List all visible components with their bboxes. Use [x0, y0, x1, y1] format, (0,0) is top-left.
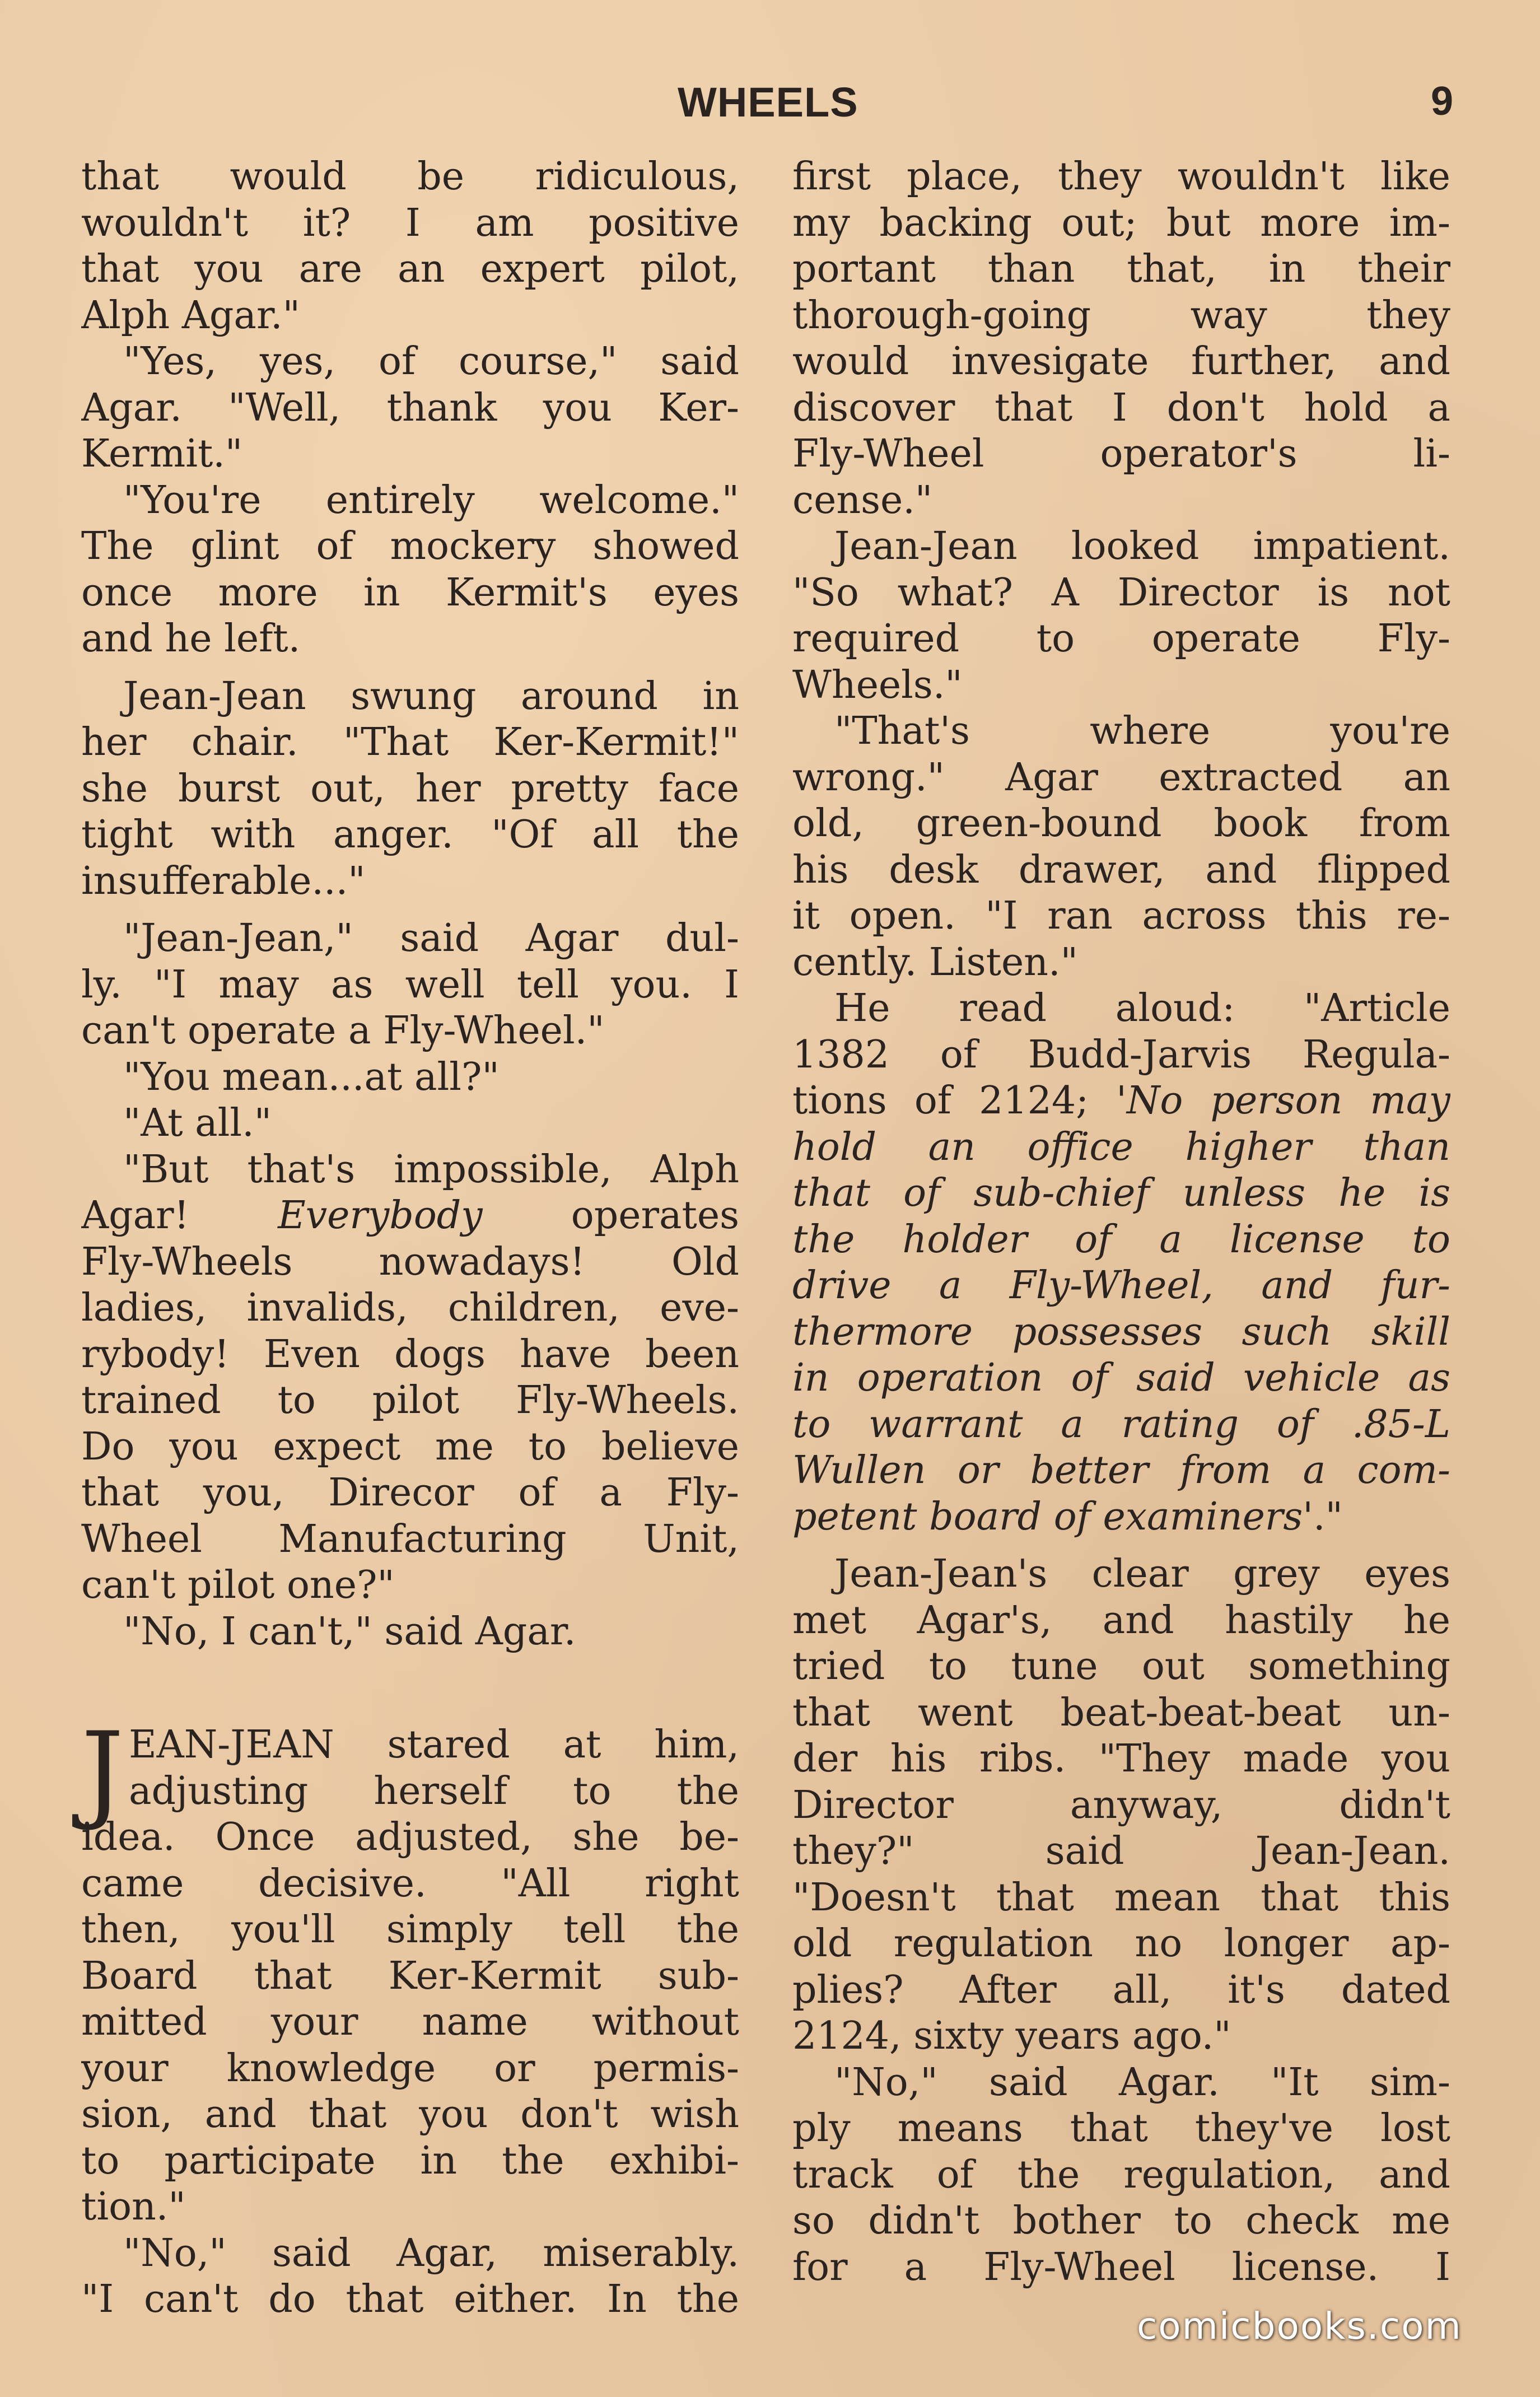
text-line: came decisive. "All right — [81, 1861, 739, 1906]
text-fragment: operates — [482, 1193, 739, 1238]
text-line: they?" said Jean-Jean. — [792, 1829, 1450, 1873]
italic-line: that of sub-chief unless he is — [792, 1171, 1450, 1215]
italic-line: drive a Fly-Wheel, and fur- — [792, 1263, 1450, 1308]
text-line: Jean-Jean looked impatient. — [834, 524, 1450, 568]
text-line: that went beat-beat-beat un- — [792, 1690, 1450, 1735]
text-line: "No, I can't," said Agar. — [123, 1609, 576, 1654]
text-line: idea. Once adjusted, she be- — [81, 1815, 739, 1859]
text-line: "No," said Agar. "It sim- — [834, 2060, 1450, 2105]
italic-line: hold an office higher than — [792, 1125, 1450, 1169]
text-line: der his ribs. "They made you — [792, 1737, 1450, 1781]
text-line: Wheels." — [792, 663, 963, 707]
running-title: WHEELS — [678, 79, 858, 125]
text-line — [792, 1078, 1450, 1125]
paragraph-group — [81, 674, 739, 905]
text-line: Wheel Manufacturing Unit, — [81, 1517, 739, 1561]
text-line: rybody! Even dogs have been — [81, 1332, 739, 1377]
text-line: discover that I don't hold a — [792, 385, 1450, 430]
text-line: insufferable..." — [81, 859, 366, 903]
italic-emphasis: 'No person may — [1116, 1079, 1450, 1123]
text-fragment: '." — [1303, 1494, 1343, 1539]
text-line: her chair. "That Ker-Kermit!" — [81, 720, 739, 764]
paragraph-group — [792, 1551, 1450, 2291]
text-line: old, green-bound book from — [792, 801, 1450, 846]
text-line: first place, they wouldn't like — [792, 155, 1450, 199]
text-line: his desk drawer, and flipped — [792, 847, 1450, 892]
text-line — [792, 1494, 1450, 1541]
dropcap-paragraph — [81, 1709, 739, 2323]
text-line: plies? After all, it's dated — [792, 1967, 1450, 2012]
text-line: thorough-going way they — [792, 293, 1450, 338]
text-line — [81, 1193, 739, 1239]
text-line: ly. "I may as well tell you. I — [81, 962, 739, 1007]
italic-line: the holder of a license to — [792, 1217, 1450, 1262]
text-line: "At all." — [123, 1101, 272, 1145]
text-line: The glint of mockery showed — [81, 524, 739, 568]
text-line: "No," said Agar, miserably. — [123, 2231, 739, 2275]
text-line: "But that's impossible, Alph — [123, 1147, 739, 1192]
text-line: "So what? A Director is not — [792, 570, 1450, 615]
text-line: Fly-Wheel operator's li- — [792, 432, 1450, 476]
text-line: "Jean-Jean," said Agar dul- — [123, 916, 739, 960]
text-line: Agar. "Well, thank you Ker- — [81, 385, 739, 430]
text-line: ladies, invalids, children, eve- — [81, 1286, 739, 1330]
italic-emphasis: Everybody — [278, 1193, 483, 1238]
text-line: "You're entirely welcome." — [123, 478, 739, 523]
text-line: that would be ridiculous, — [81, 155, 739, 199]
text-line: Kermit." — [81, 432, 243, 476]
text-line: Board that Ker-Kermit sub- — [81, 1953, 739, 1998]
text-line: 2124, sixty years ago." — [792, 2014, 1231, 2058]
text-line: 1382 of Budd-Jarvis Regula- — [792, 1032, 1450, 1077]
watermark: comicbooks.com — [1137, 2305, 1462, 2348]
drop-cap: J — [81, 1709, 124, 1833]
text-line: wouldn't it? I am positive — [81, 200, 739, 245]
text-line: adjusting herself to the — [129, 1769, 739, 1813]
text-line: your knowledge or permis- — [81, 2046, 739, 2091]
text-line: Fly-Wheels nowadays! Old — [81, 1239, 739, 1284]
right-column — [792, 154, 1450, 2291]
text-line: "Yes, yes, of course," said — [123, 339, 739, 384]
paragraph-group — [81, 916, 739, 1655]
text-line: once more in Kermit's eyes — [81, 570, 739, 615]
paragraph-group — [792, 154, 1450, 524]
italic-line: Wullen or better from a com- — [792, 1448, 1450, 1493]
text-line: required to operate Fly- — [792, 617, 1450, 661]
text-line: tried to tune out something — [792, 1644, 1450, 1689]
text-line: then, you'll simply tell the — [81, 1908, 739, 1952]
text-line: Jean-Jean swung around in — [123, 674, 739, 719]
text-line: can't operate a Fly-Wheel." — [81, 1009, 605, 1053]
page-header — [0, 78, 1540, 129]
text-line: Jean-Jean's clear grey eyes — [834, 1552, 1450, 1596]
text-line: to participate in the exhibi- — [81, 2138, 739, 2183]
text-line: portant than that, in their — [792, 247, 1450, 291]
text-line: trained to pilot Fly-Wheels. — [81, 1378, 739, 1423]
text-line: EAN-JEAN stared at him, — [129, 1723, 739, 1767]
text-line: mitted your name without — [81, 2000, 739, 2044]
italic-line: in operation of said vehicle as — [792, 1356, 1450, 1400]
text-line: Do you expect me to believe — [81, 1424, 739, 1469]
text-line: cently. Listen." — [792, 940, 1078, 985]
text-line: He read aloud: "Article — [834, 986, 1450, 1030]
text-line: she burst out, her pretty face — [81, 766, 739, 811]
text-line: my backing out; but more im- — [792, 200, 1450, 245]
text-line: Director anyway, didn't — [792, 1783, 1450, 1827]
text-line: "You mean...at all?" — [123, 1055, 500, 1099]
text-fragment: Agar! — [81, 1193, 278, 1238]
text-line: tight with anger. "Of all the — [81, 813, 739, 857]
page-number: 9 — [1431, 79, 1454, 124]
left-column — [81, 154, 739, 2323]
text-line: and he left. — [81, 617, 301, 661]
text-line: "Doesn't that mean that this — [792, 1875, 1450, 1920]
text-line: "I can't do that either. In the — [81, 2277, 739, 2321]
text-line: that you, Direcor of a Fly- — [81, 1471, 739, 1515]
text-line: can't pilot one?" — [81, 1563, 395, 1607]
text-line: tion." — [81, 2185, 186, 2229]
italic-line: to warrant a rating of .85-L — [792, 1402, 1450, 1447]
text-line: old regulation no longer ap- — [792, 1922, 1450, 1966]
text-line: wrong." Agar extracted an — [792, 755, 1450, 800]
text-line: ply means that they've lost — [792, 2106, 1450, 2151]
paragraph-group — [81, 154, 739, 663]
text-line: track of the regulation, and — [792, 2152, 1450, 2197]
text-line: sion, and that you don't wish — [81, 2092, 739, 2137]
text-line: for a Fly-Wheel license. I — [792, 2245, 1450, 2289]
italic-emphasis: petent board of examiners — [792, 1494, 1303, 1539]
text-line: would invesigate further, and — [792, 339, 1450, 384]
text-line: cense." — [792, 478, 933, 523]
text-line: met Agar's, and hastily he — [792, 1598, 1450, 1643]
text-line: "That's where you're — [834, 709, 1450, 753]
text-line: Alph Agar." — [81, 293, 300, 338]
text-line: it open. "I ran across this re- — [792, 894, 1450, 938]
text-line: that you are an expert pilot, — [81, 247, 739, 291]
text-line: so didn't bother to check me — [792, 2199, 1450, 2243]
text-fragment: tions of 2124; — [792, 1079, 1117, 1123]
paragraph-group — [792, 524, 1450, 1540]
italic-line: thermore possesses such skill — [792, 1309, 1450, 1354]
